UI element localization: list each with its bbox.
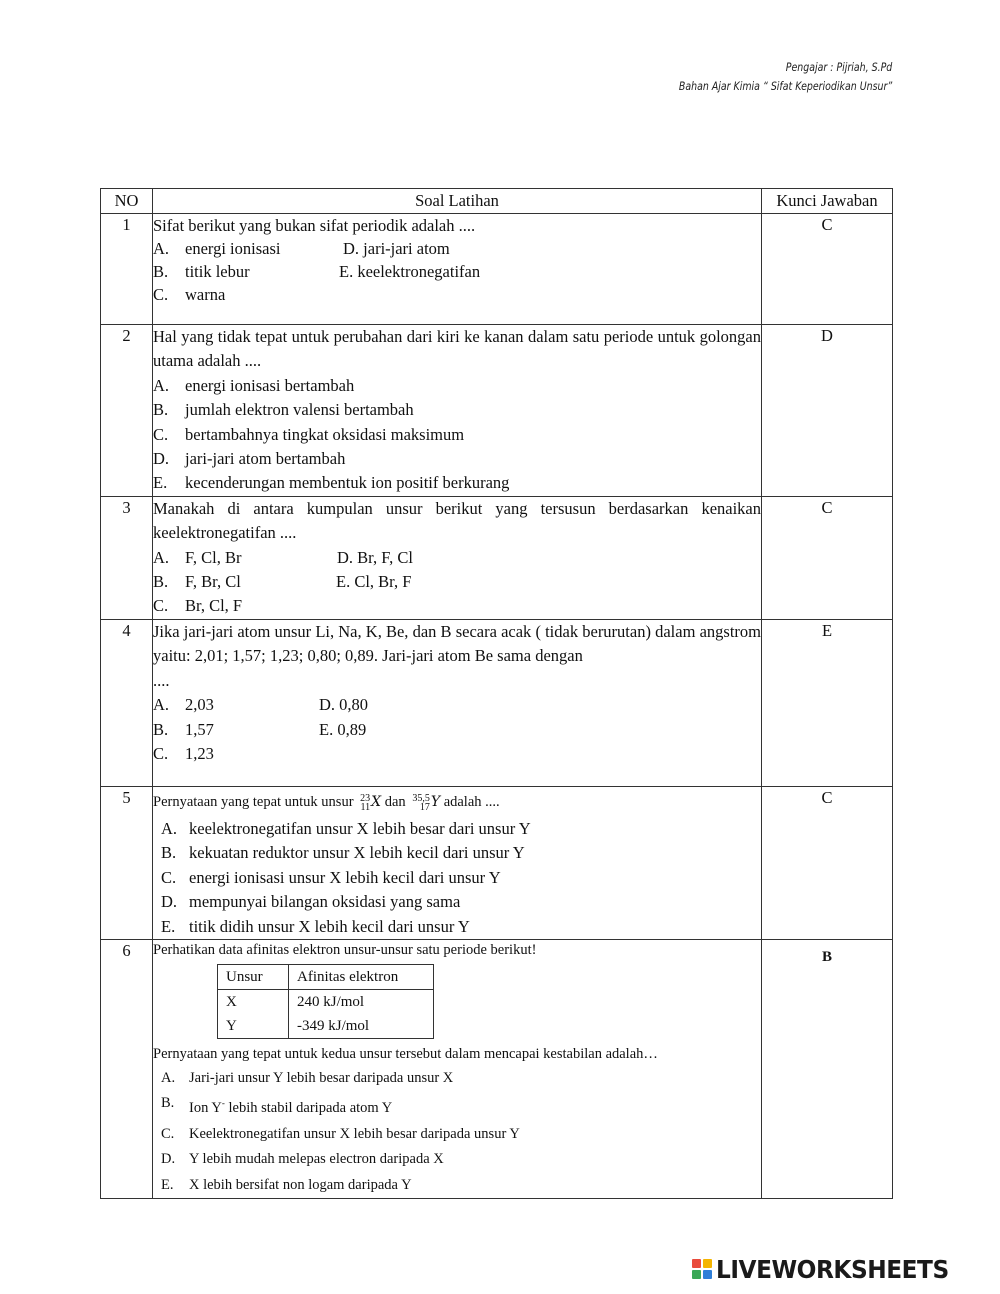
question-cell [153,939,762,1198]
option-a: A. energi ionisasi bertambah [153,375,355,395]
table-row [101,325,893,497]
option-b: B. 1,57 [153,719,214,739]
affinity-row [218,989,434,1014]
row-number: 4 [101,619,153,786]
option-a: A. Jari-jari unsur Y lebih besar daripada unsur X [161,1069,454,1086]
affinity-header-unsur: Unsur [218,964,289,989]
question-cell [153,496,762,619]
affinity-value: -349 kJ/mol [289,1014,434,1039]
option-b: B. Ion Y- lebih stabil daripada atom Y [161,1095,393,1117]
option-e: E. kecenderungan membentuk ion positif berkurang [153,473,510,493]
element-x: X [371,793,382,810]
option-e: E. 0,89 [319,719,367,739]
question-cell [153,786,762,939]
affinity-header-row [218,964,434,989]
answer-key: C [762,496,893,619]
option-b: B. titik lebur [153,262,250,281]
row-number: 5 [101,786,153,939]
option-e: E. keelektronegatifan [339,262,481,281]
option-e: E. titik didih unsur X lebih kecil dari unsur Y [161,916,470,936]
affinity-element: Y [218,1014,289,1039]
liveworksheets-logo [692,1254,992,1284]
option-c: C. 1,23 [153,743,214,763]
affinity-table [217,964,434,1039]
table-row [101,786,893,939]
logo-square [703,1259,712,1268]
answer-key: C [762,786,893,939]
option-b: B. jumlah elektron valensi bertambah [153,400,414,420]
header-no: NO [101,189,153,214]
option-d: D. Br, F, Cl [337,547,413,567]
question-dots: .... [153,670,170,690]
option-c: C. bertambahnya tingkat oksidasi maksimum [153,424,465,444]
option-a: A. energi ionisasi [153,239,281,258]
header-key: Kunci Jawaban [762,189,893,214]
option-a: A. F, Cl, Br [153,547,242,567]
question-text: Jika jari-jari atom unsur Li, Na, K, Be, dan B secara acak ( tidak berurutan) dalam angstrom yaitu: 2,01; 1,57; 1,23; 0,80; 0,89. Jari-jari atom Be sama dengan [153,621,761,666]
option-d: D. mempunyai bilangan oksidasi yang sama [161,892,461,912]
options-list [153,374,761,496]
table-header-row [101,189,893,214]
question-cell [153,619,762,786]
table-row [101,619,893,786]
row-number: 1 [101,214,153,325]
affinity-header-value: Afinitas elektron [289,964,434,989]
options-list [153,817,761,939]
row-number: 3 [101,496,153,619]
option-e: E. X lebih bersifat non logam daripada Y [161,1176,412,1193]
question-text: Hal yang tidak tepat untuk perubahan dari kiri ke kanan dalam satu periode untuk golongan utama adalah .... [153,327,761,371]
question-text: Sifat berikut yang bukan sifat periodik adalah .... [153,216,476,235]
question-text-2: Pernyataan yang tepat untuk kedua unsur tersebut dalam mencapai kestabilan adalah… [153,1045,658,1062]
affinity-element: X [218,989,289,1014]
logo-mark-icon [692,1259,712,1279]
question-text: Perhatikan data afinitas elektron unsur-unsur satu periode berikut! [153,941,537,958]
option-c: C. warna [153,285,226,304]
isotope-x-notation: 23 11 [360,792,371,813]
option-b: B. F, Br, Cl [153,572,241,592]
option-d: D. jari-jari atom bertambah [153,449,346,469]
row-number: 6 [101,939,153,1198]
page-header [679,58,892,96]
teacher-name: Pengajar : Pijriah, S.Pd [785,60,892,74]
answer-key: B [762,939,893,1198]
logo-square [692,1259,701,1268]
element-y: Y [430,793,441,810]
question-cell [153,325,762,497]
answer-key: D [762,325,893,497]
question-text: Pernyataan yang tepat untuk unsur 23 11 X dan 35,5 17 Y adalah .... [153,792,500,813]
logo-square [703,1270,712,1279]
logo-square [692,1270,701,1279]
row-number: 2 [101,325,153,497]
affinity-value: 240 kJ/mol [289,989,434,1014]
question-text: Manakah di antara kumpulan unsur berikut yang tersusun berdasarkan kenaikan keelektronegatifan .... [153,498,761,543]
option-a: A. keelektronegatifan unsur X lebih besar dari unsur Y [161,818,531,838]
affinity-row [218,1014,434,1039]
option-c: C. Br, Cl, F [153,596,243,616]
option-c: C. Keelektronegatifan unsur X lebih besar daripada unsur Y [161,1125,520,1142]
option-b: B. kekuatan reduktor unsur X lebih kecil dari unsur Y [161,843,525,863]
table-row [101,939,893,1198]
answer-key: C [762,214,893,325]
option-c: C. energi ionisasi unsur X lebih kecil dari unsur Y [161,867,501,887]
option-d: D. jari-jari atom [343,239,450,258]
exercise-table [100,188,893,1199]
option-e: E. Cl, Br, F [336,572,412,592]
option-d: D. 0,80 [319,695,369,715]
material-title: Bahan Ajar Kimia “ Sifat Keperiodikan Unsur” [678,79,892,93]
header-question: Soal Latihan [153,189,762,214]
isotope-y-notation: 35,5 17 [412,792,430,813]
option-a: A. 2,03 [153,695,214,715]
table-row [101,214,893,325]
question-cell [153,214,762,325]
table-row [101,496,893,619]
option-d: D. Y lebih mudah melepas electron daripada X [161,1151,444,1168]
answer-key: E [762,619,893,786]
logo-text: LIVEWORKSHEETS [716,1254,949,1284]
